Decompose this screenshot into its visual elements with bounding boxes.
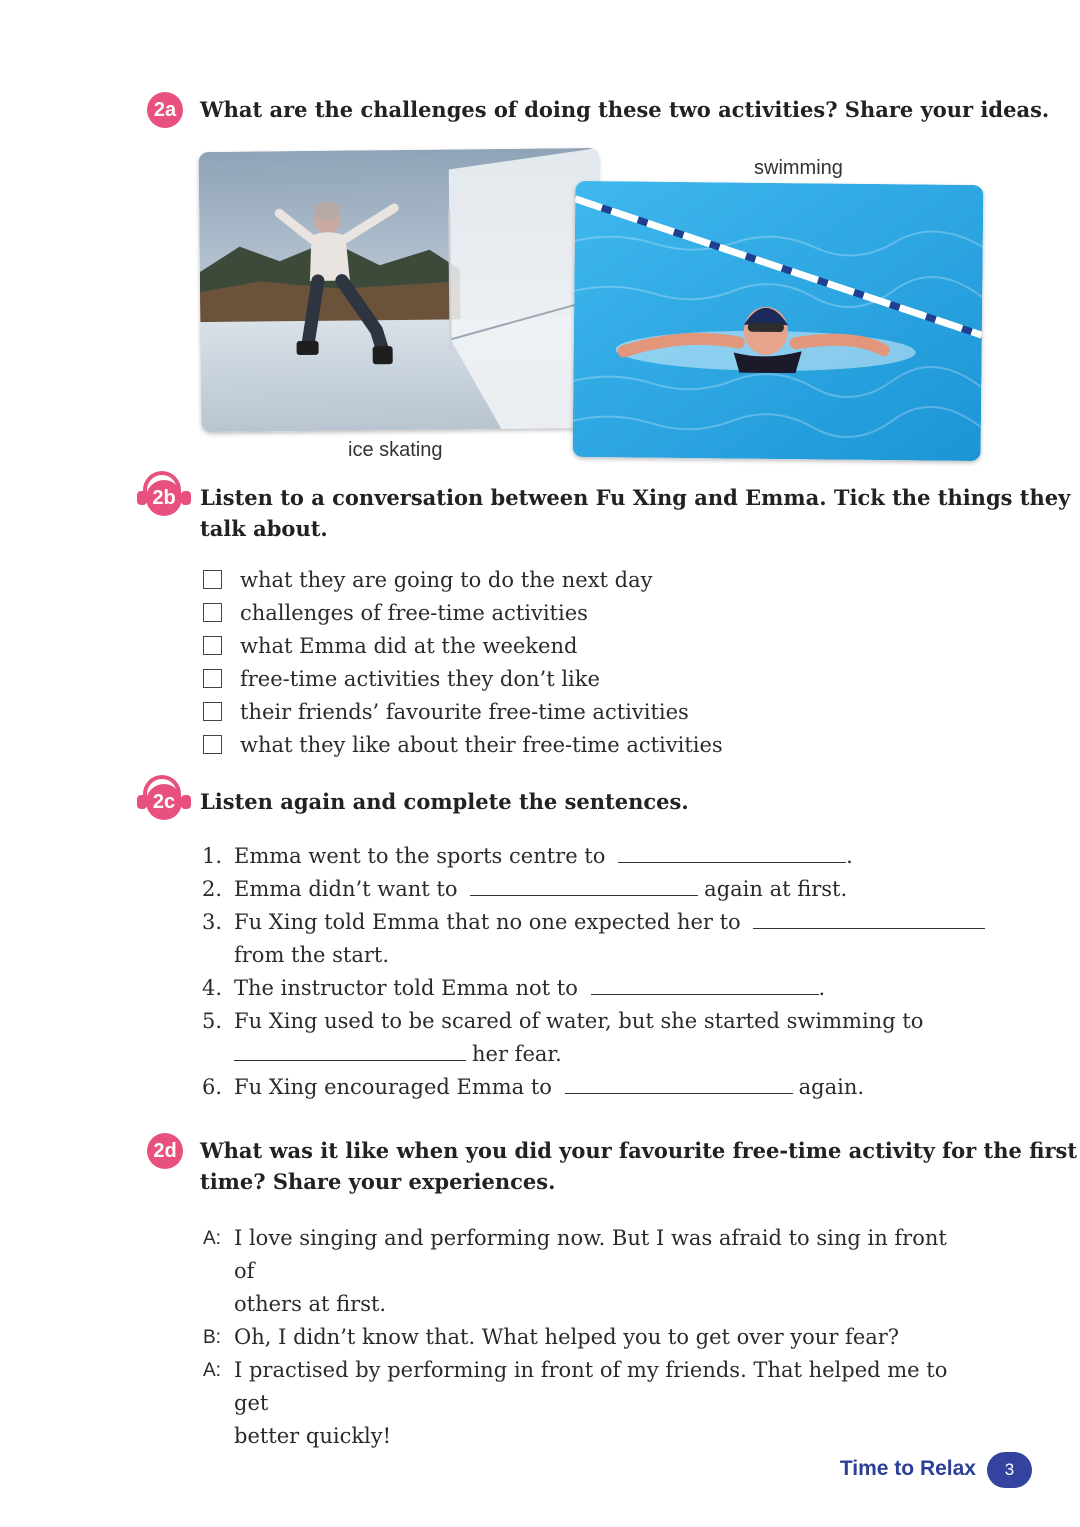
dialogue-text: Oh, I didn’t know that. What helped you to get over your fear? bbox=[234, 1325, 900, 1349]
checklist-item bbox=[203, 563, 723, 596]
section-badge-2b: 2b bbox=[146, 480, 182, 516]
dialogue-text-cont: better quickly! bbox=[234, 1424, 392, 1448]
heading-2c: Listen again and complete the sentences. bbox=[200, 789, 689, 814]
sentence-text: Emma went to the sports centre to bbox=[234, 844, 606, 868]
checklist-label: what they are going to do the next day bbox=[240, 567, 653, 592]
sentence-number: 4. bbox=[202, 976, 223, 1000]
dialogue-line bbox=[203, 1222, 964, 1321]
sentence-item bbox=[202, 972, 985, 1005]
sentence-text: Fu Xing told Emma that no one expected her to bbox=[234, 910, 741, 934]
answer-blank[interactable] bbox=[470, 875, 698, 896]
sentence-number: 3. bbox=[202, 910, 223, 934]
sentence-item bbox=[202, 906, 985, 972]
dialogue-text: I practised by performing in front of my friends. That helped me to get bbox=[234, 1358, 948, 1415]
heading-2b-line1: Listen to a conversation between Fu Xing and Emma. Tick the things they bbox=[200, 485, 1071, 510]
sentence-text: Fu Xing encouraged Emma to bbox=[234, 1075, 552, 1099]
sentence-number: 6. bbox=[202, 1075, 223, 1099]
sentence-text: The instructor told Emma not to bbox=[234, 976, 578, 1000]
sentence-item bbox=[202, 1071, 985, 1104]
checklist-item bbox=[203, 662, 723, 695]
swimming-illustration bbox=[573, 181, 984, 461]
answer-blank[interactable] bbox=[753, 908, 985, 929]
heading-2a: What are the challenges of doing these two activities? Share your ideas. bbox=[200, 97, 1050, 122]
sentence-text-end: her fear. bbox=[472, 1042, 562, 1066]
speaker-label: A: bbox=[203, 1228, 221, 1249]
dialogue-text: I love singing and performing now. But I was afraid to sing in front of bbox=[234, 1226, 947, 1283]
checkbox[interactable] bbox=[203, 603, 222, 622]
heading-2b bbox=[200, 482, 1070, 544]
heading-2b-line2: talk about. bbox=[200, 516, 328, 541]
sentence-text-end: again at first. bbox=[704, 877, 848, 901]
sample-dialogue bbox=[203, 1222, 964, 1453]
checklist-label: their friends’ favourite free-time activities bbox=[240, 699, 689, 724]
checkbox[interactable] bbox=[203, 735, 222, 754]
ice-skating-caption: ice skating bbox=[348, 439, 443, 461]
checklist-item bbox=[203, 728, 723, 761]
sentence-number: 1. bbox=[202, 844, 223, 868]
sentence-text-end: again. bbox=[798, 1075, 865, 1099]
topic-checklist bbox=[203, 563, 723, 761]
checklist-label: what they like about their free-time activities bbox=[240, 732, 723, 757]
swimming-photo bbox=[573, 181, 984, 461]
answer-blank[interactable] bbox=[618, 842, 846, 863]
unit-title: Time to Relax bbox=[839, 1457, 976, 1480]
speaker-label: A: bbox=[203, 1360, 221, 1381]
answer-blank[interactable] bbox=[591, 974, 819, 995]
sentence-item bbox=[202, 1005, 985, 1071]
section-badge-2d: 2d bbox=[147, 1133, 183, 1169]
answer-blank[interactable] bbox=[565, 1073, 793, 1094]
sentence-item bbox=[202, 840, 985, 873]
checklist-label: challenges of free-time activities bbox=[240, 600, 588, 625]
checklist-item bbox=[203, 629, 723, 662]
sentence-item bbox=[202, 873, 985, 906]
swimming-caption: swimming bbox=[754, 157, 843, 179]
speaker-label: B: bbox=[203, 1327, 221, 1348]
sentence-text-end: from the start. bbox=[234, 943, 389, 967]
sentence-text-end: . bbox=[818, 976, 826, 1000]
checklist-label: free-time activities they don’t like bbox=[240, 666, 600, 691]
checklist-item bbox=[203, 596, 723, 629]
checkbox[interactable] bbox=[203, 636, 222, 655]
checkbox[interactable] bbox=[203, 669, 222, 688]
checklist-label: what Emma did at the weekend bbox=[240, 633, 578, 658]
sentence-list bbox=[202, 840, 985, 1104]
dialogue-line bbox=[203, 1321, 964, 1354]
section-badge-2a: 2a bbox=[147, 92, 183, 128]
ice-skating-illustration bbox=[199, 148, 602, 432]
answer-blank[interactable] bbox=[234, 1040, 466, 1061]
dialogue-text-cont: others at first. bbox=[234, 1292, 387, 1316]
checkbox[interactable] bbox=[203, 570, 222, 589]
dialogue-line bbox=[203, 1354, 964, 1453]
sentence-text: Fu Xing used to be scared of water, but she started swimming to bbox=[234, 1009, 924, 1033]
ice-skating-photo bbox=[199, 148, 602, 432]
page-number: 3 bbox=[987, 1452, 1032, 1488]
heading-2d-line2: time? Share your experiences. bbox=[200, 1169, 556, 1194]
sentence-number: 5. bbox=[202, 1009, 223, 1033]
checkbox[interactable] bbox=[203, 702, 222, 721]
sentence-text: Emma didn’t want to bbox=[234, 877, 458, 901]
sentence-number: 2. bbox=[202, 877, 223, 901]
heading-2d-line1: What was it like when you did your favourite free-time activity for the first bbox=[200, 1138, 1078, 1163]
heading-2d bbox=[200, 1135, 1077, 1197]
checklist-item bbox=[203, 695, 723, 728]
sentence-text-end: . bbox=[846, 844, 853, 868]
section-badge-2c: 2c bbox=[146, 784, 182, 820]
